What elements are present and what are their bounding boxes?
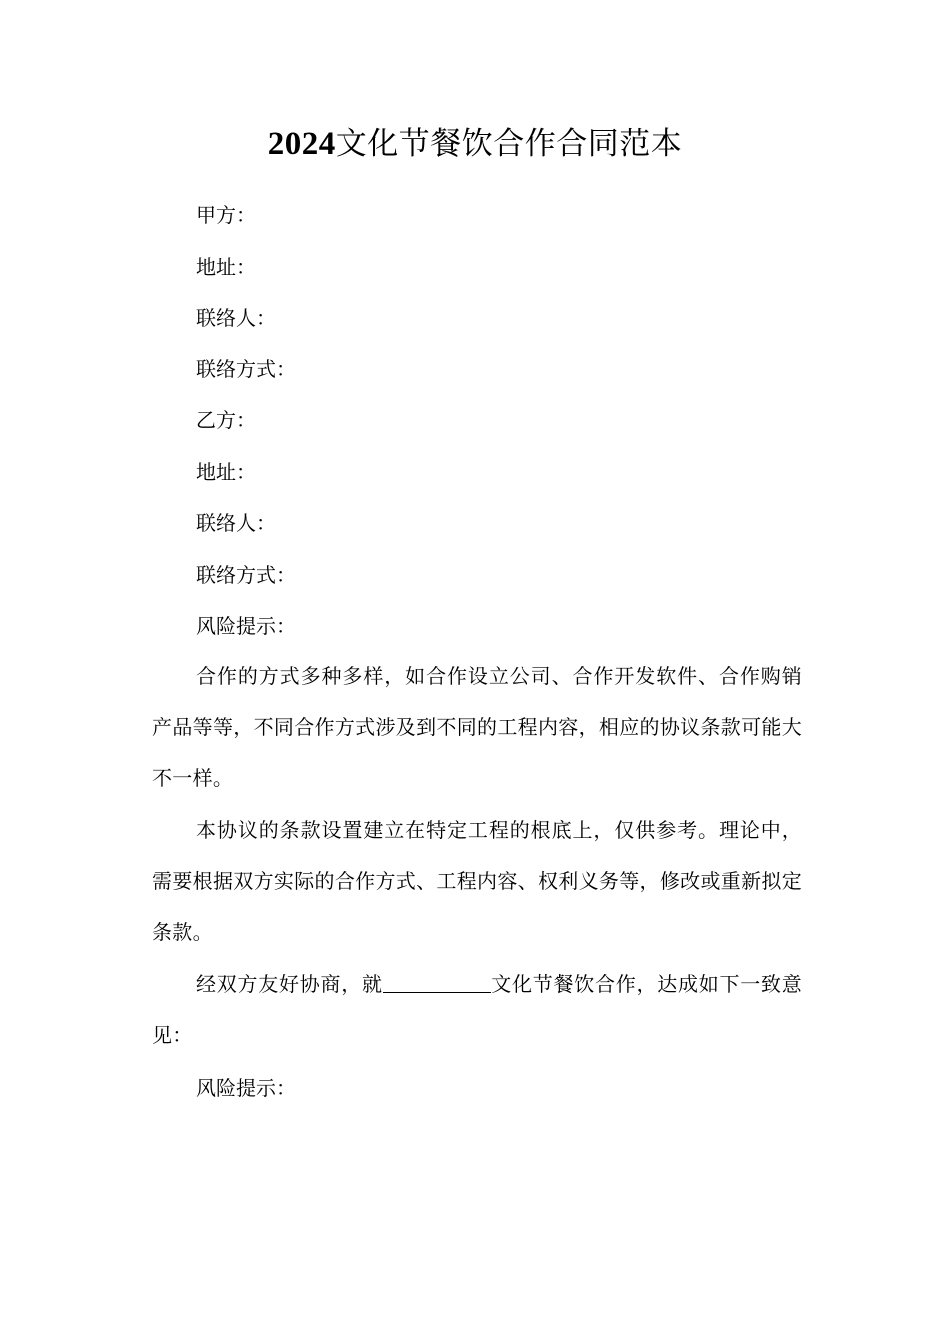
party-a-contact-method-label: 联络方式： bbox=[196, 357, 296, 381]
paragraph-cooperation-methods: 合作的方式多种多样，如合作设立公司、合作开发软件、合作购销产品等等，不同合作方式涉及到不同的工程内容，相应的协议条款可能大不一样。 bbox=[152, 664, 802, 790]
agreement-intro-end: 文化节餐饮合作，达成如下一致意见： bbox=[152, 972, 802, 1047]
party-a-address-label: 地址： bbox=[196, 255, 256, 279]
party-b-label: 乙方： bbox=[196, 408, 256, 432]
fill-in-blank bbox=[383, 972, 491, 993]
party-a-label: 甲方： bbox=[196, 203, 256, 227]
document-title bbox=[0, 122, 950, 166]
party-b-contact-method-label: 联络方式： bbox=[196, 563, 296, 587]
agreement-intro-start: 经双方友好协商，就 bbox=[196, 972, 383, 996]
title-text: 文化节餐饮合作合同范本 bbox=[335, 126, 683, 162]
party-b-address-label: 地址： bbox=[196, 460, 256, 484]
risk-notice-heading: 风险提示： bbox=[196, 614, 296, 638]
paragraph-terms-reference: 本协议的条款设置建立在特定工程的根底上，仅供参考。理论中，需要根据双方实际的合作方式、工程内容、权利义务等，修改或重新拟定条款。 bbox=[152, 818, 802, 944]
risk-notice-heading-2: 风险提示： bbox=[196, 1076, 296, 1100]
title-year: 2024 bbox=[267, 126, 336, 162]
party-b-contact-label: 联络人： bbox=[196, 511, 276, 535]
party-a-contact-label: 联络人： bbox=[196, 306, 276, 330]
paragraph-agreement-intro bbox=[152, 959, 802, 1061]
